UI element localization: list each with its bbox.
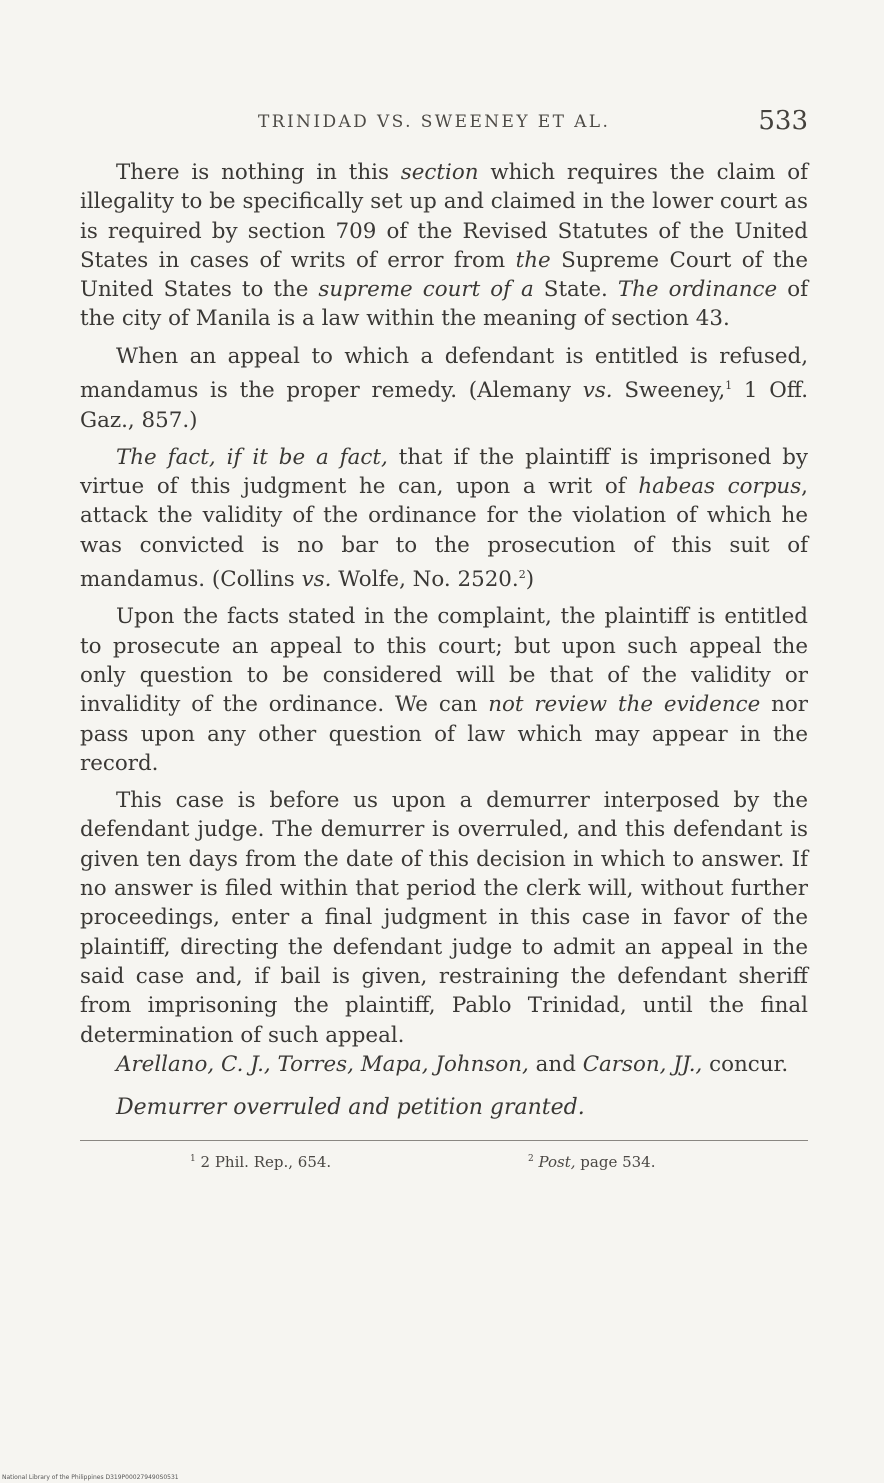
paragraph-habeas-corpus	[80, 443, 808, 595]
footnote-1	[190, 1153, 331, 1171]
justices-list: Arellano, C. J., Torres, Mapa, Johnson,	[116, 1051, 529, 1077]
text-run: nor pass upon any other question of law which may appear in the record.	[80, 692, 808, 776]
text-run: Wolfe, No. 2520.	[331, 567, 519, 593]
italic-run: not review the evidence	[488, 692, 761, 718]
scan-imprint: National Library of the Philippines D319P000279490S0531	[2, 1474, 179, 1481]
text-run: State.	[533, 277, 618, 303]
italic-run: The fact, if it be a fact,	[116, 444, 388, 470]
italic-run: supreme court of a	[318, 277, 534, 303]
text-run: that if the plaintiff is imprisoned by virtue of this judgment he can, upon a writ of	[80, 444, 808, 500]
italic-run: vs.	[301, 567, 332, 593]
paragraph-decision: This case is before us upon a demurrer interposed by the defendant judge. The demurrer is overruled, and this defendant is given ten days from the date of this decision in which to answer. If no answer is filed within that period the clerk will, without further proceedings, enter a final judgment in this case in favor of the plaintiff, directing the defendant judge to admit an appeal in the said case and, if bail is given, restraining the defendant sheriff from imprisoning the plaintiff, Pablo Trinidad, until the final determination of such appeal.	[80, 788, 808, 1048]
paragraph-section-43	[80, 158, 808, 334]
italic-run: the	[515, 247, 551, 273]
concurrence	[80, 1050, 808, 1079]
book-page	[80, 100, 808, 1183]
footnote-text: page 534.	[575, 1153, 656, 1172]
page-number: 533	[758, 106, 808, 136]
text-run: Upon the facts stated in the complaint, the plaintiff is entitled to prosecute an appeal to this court; but upon such appeal the only question to be considered will be that of the validity or invalidity of the ordinance. We can	[80, 604, 808, 718]
text-run: Sweeney,	[612, 378, 726, 404]
opinion-body	[80, 158, 808, 1122]
text-run: When an appeal to which a defendant is entitled is refused, mandamus is the proper remedy. (Alemany	[80, 343, 808, 404]
running-head	[80, 100, 808, 140]
text-run: and	[528, 1051, 583, 1077]
disposition: Demurrer overruled and petition granted.	[116, 1095, 585, 1121]
italic-run: habeas corpus	[638, 474, 802, 500]
text-run: concur.	[702, 1051, 789, 1077]
footnote-ref-2: 2	[518, 567, 526, 581]
italic-run: section	[400, 160, 479, 185]
text-run: There is nothing in this	[116, 160, 401, 185]
footnote-mark: 1	[190, 1154, 196, 1165]
footnote-ref-1: 1	[725, 379, 733, 393]
footnote-2	[528, 1153, 656, 1171]
italic-run: The ordinance	[617, 277, 778, 303]
text-run: which requires the claim of illegality to be specifically set up and claimed in the lower court as is required by section 709 of the Revised Statutes of the United States in cases of writs of error from	[80, 160, 808, 273]
footnote-italic: Post,	[538, 1153, 576, 1172]
text-run: 1 Off. Gaz., 857.)	[80, 378, 809, 433]
italic-run: vs.	[582, 378, 613, 404]
paragraph-appeal-scope	[80, 602, 808, 778]
paragraph-mandamus-remedy	[80, 342, 808, 435]
text-run: Supreme Court of the United States to the	[80, 247, 808, 303]
justices-list: Carson, JJ.,	[582, 1051, 703, 1077]
text-run: , attack the validity of the ordinance for the violation of which he was convicted is no bar to the prosecution of this suit of mandamus. (Collins	[80, 474, 808, 593]
text-run: of the city of Manila is a law within the meaning of section 43.	[80, 277, 808, 332]
footnote-text: 2 Phil. Rep., 654.	[200, 1153, 332, 1172]
footnote-divider	[80, 1140, 808, 1141]
running-title: TRINIDAD VS. SWEENEY ET AL.	[258, 112, 611, 132]
footnote-mark: 2	[528, 1154, 534, 1165]
footnotes	[80, 1153, 808, 1183]
text-run: )	[525, 567, 535, 593]
